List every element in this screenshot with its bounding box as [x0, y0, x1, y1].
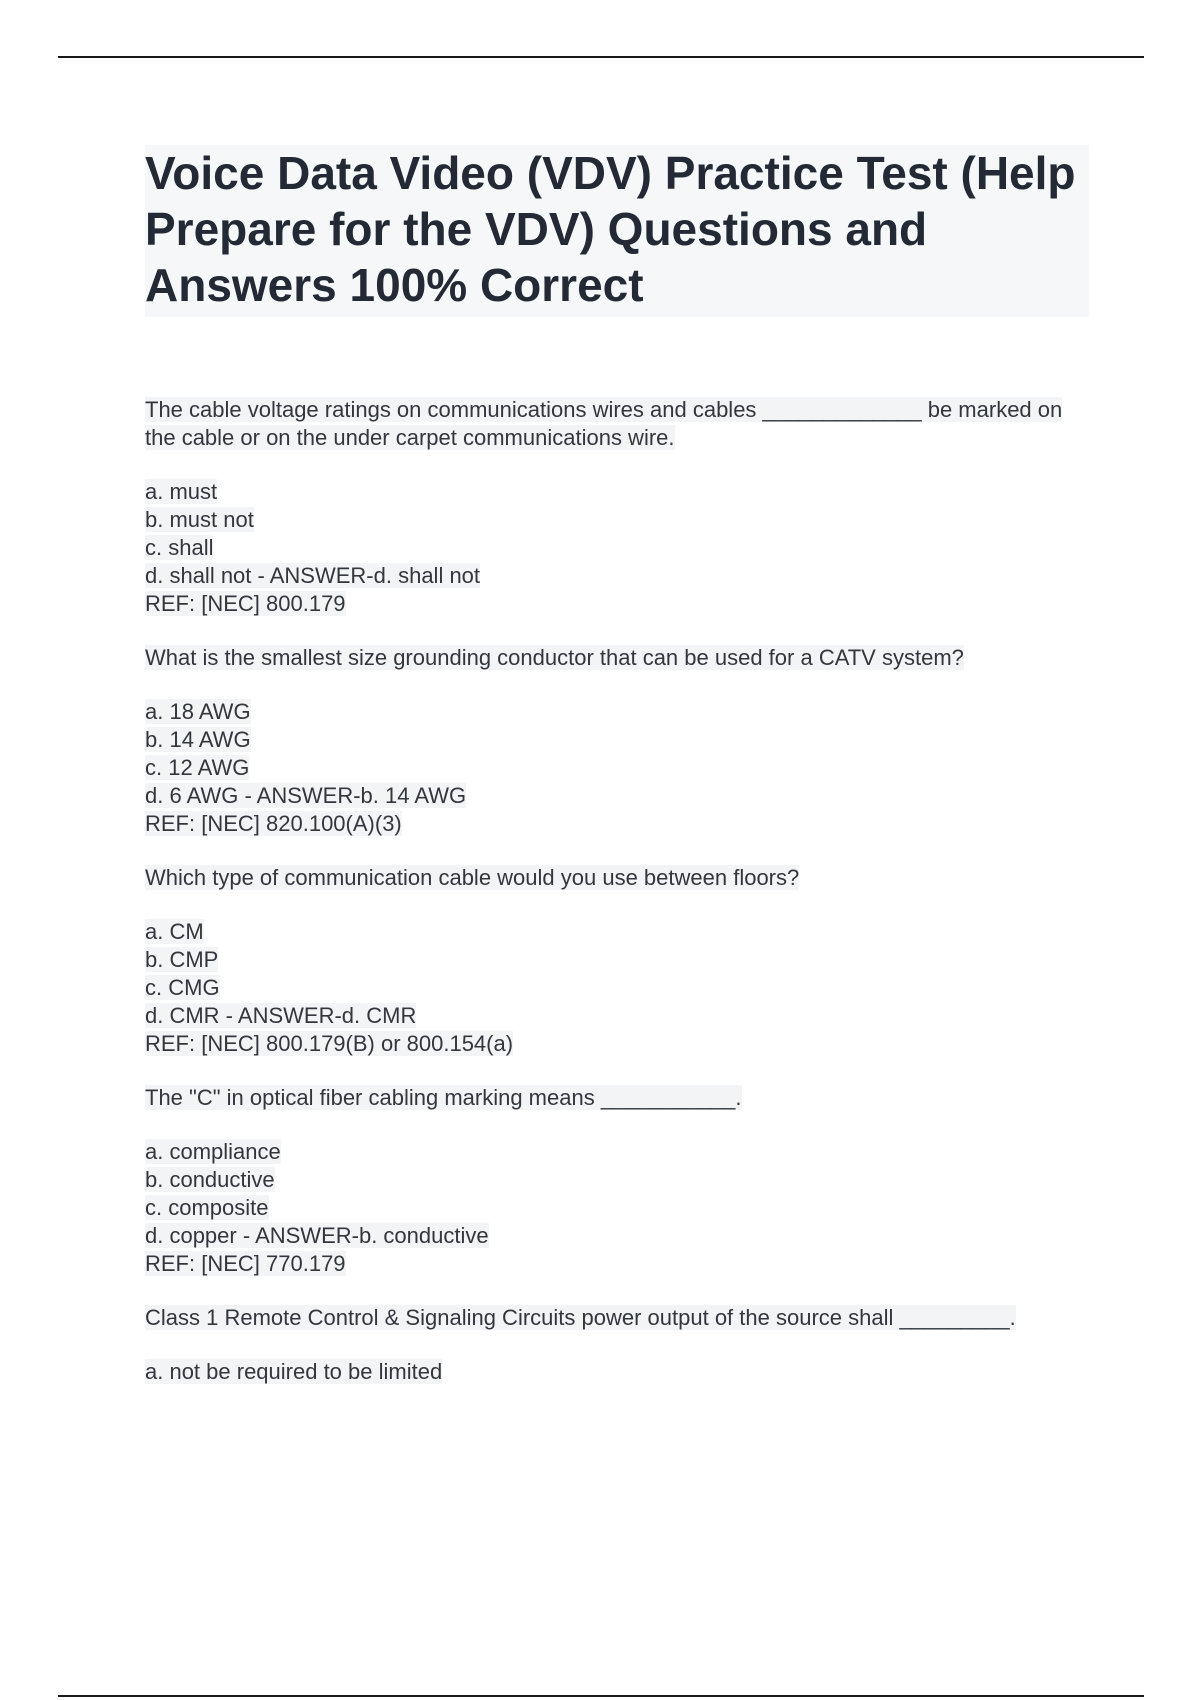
option: c. 12 AWG — [145, 755, 250, 780]
title-block — [145, 145, 1089, 317]
bottom-rule — [58, 1695, 1144, 1697]
option: a. compliance — [145, 1139, 281, 1164]
options — [145, 478, 1075, 618]
reference: REF: [NEC] 800.179 — [145, 591, 346, 616]
top-rule — [58, 56, 1144, 58]
question-item — [145, 864, 1075, 1058]
options — [145, 918, 1075, 1058]
option-answer: d. CMR - ANSWER-d. CMR — [145, 1003, 417, 1028]
option: a. must — [145, 479, 218, 504]
question-text: Class 1 Remote Control & Signaling Circuits power output of the source shall _________. — [145, 1305, 1016, 1330]
option-answer: d. 6 AWG - ANSWER-b. 14 AWG — [145, 783, 467, 808]
option: a. 18 AWG — [145, 699, 251, 724]
option: c. CMG — [145, 975, 220, 1000]
question-item — [145, 1084, 1075, 1278]
option: b. 14 AWG — [145, 727, 251, 752]
question-text: The "C" in optical fiber cabling marking means ___________. — [145, 1085, 742, 1110]
question-list — [145, 396, 1075, 1412]
option: c. composite — [145, 1195, 269, 1220]
options — [145, 1358, 1075, 1386]
reference: REF: [NEC] 800.179(B) or 800.154(a) — [145, 1031, 514, 1056]
options — [145, 1138, 1075, 1278]
question-text: The cable voltage ratings on communications wires and cables _____________ be marked on the cable or on the under carpet communications wire. — [145, 397, 1063, 450]
reference: REF: [NEC] 770.179 — [145, 1251, 346, 1276]
reference: REF: [NEC] 820.100(A)(3) — [145, 811, 402, 836]
question-item — [145, 1304, 1075, 1386]
option: b. must not — [145, 507, 254, 532]
question-text: Which type of communication cable would you use between floors? — [145, 865, 800, 890]
question-text: What is the smallest size grounding conductor that can be used for a CATV system? — [145, 645, 964, 670]
option: a. CM — [145, 919, 204, 944]
option: b. conductive — [145, 1167, 275, 1192]
document-title: Voice Data Video (VDV) Practice Test (Help Prepare for the VDV) Questions and Answers 100% Correct — [145, 147, 1076, 311]
option-answer: d. shall not - ANSWER-d. shall not — [145, 563, 481, 588]
question-item — [145, 396, 1075, 618]
option: b. CMP — [145, 947, 219, 972]
option-answer: d. copper - ANSWER-b. conductive — [145, 1223, 489, 1248]
option: c. shall — [145, 535, 214, 560]
options — [145, 698, 1075, 838]
question-item — [145, 644, 1075, 838]
option: a. not be required to be limited — [145, 1359, 443, 1384]
